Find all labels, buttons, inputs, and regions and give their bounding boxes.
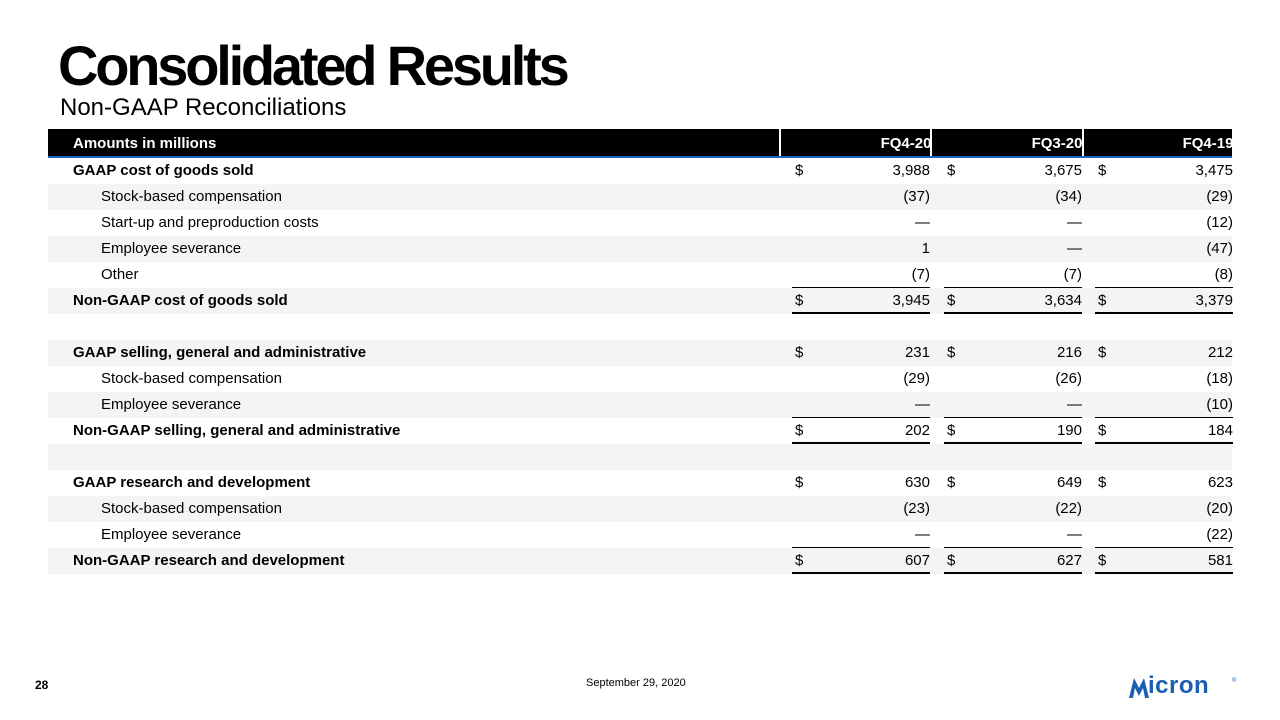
row-value: 627 xyxy=(1056,552,1082,569)
header-label: Amounts in millions xyxy=(73,135,217,152)
row-value: (22) xyxy=(1055,500,1082,517)
row-cell xyxy=(1095,444,1233,470)
table-header xyxy=(48,129,1232,158)
row-value: 202 xyxy=(904,422,930,439)
row-cell xyxy=(792,184,930,210)
row-value: (22) xyxy=(1206,526,1233,543)
row-label: GAAP selling, general and administrative xyxy=(73,344,367,361)
row-cell xyxy=(792,210,930,236)
row-value: (47) xyxy=(1206,240,1233,257)
page-number: 28 xyxy=(35,678,49,692)
table-row xyxy=(48,158,1232,184)
header-col-fq4-19: FQ4-19 xyxy=(1182,135,1234,152)
row-cell xyxy=(944,470,1082,496)
registered-mark: ® xyxy=(1232,678,1237,684)
row-value: 184 xyxy=(1207,422,1233,439)
row-cell xyxy=(944,548,1082,574)
table-row xyxy=(48,262,1232,288)
row-cell xyxy=(944,418,1082,444)
row-cell xyxy=(1095,340,1233,366)
table-body xyxy=(48,158,1232,574)
row-label: Other xyxy=(101,266,139,283)
table-spacer-row xyxy=(48,314,1232,340)
row-value: (8) xyxy=(1214,266,1233,283)
row-value: (29) xyxy=(1206,188,1233,205)
row-value: (29) xyxy=(903,370,930,387)
row-cell xyxy=(1095,548,1233,574)
row-value: — xyxy=(1067,214,1082,231)
reconciliation-table xyxy=(48,129,1232,574)
page-subtitle: Non-GAAP Reconciliations xyxy=(60,94,347,121)
row-cell xyxy=(944,262,1082,288)
row-value: (7) xyxy=(911,266,930,283)
row-label: Stock-based compensation xyxy=(101,500,282,517)
row-label: Employee severance xyxy=(101,396,242,413)
row-value: — xyxy=(1067,240,1082,257)
header-divider xyxy=(779,129,781,156)
table-row xyxy=(48,496,1232,522)
row-cell xyxy=(944,236,1082,262)
row-cell xyxy=(944,158,1082,184)
table-row xyxy=(48,418,1232,444)
dollar-sign: $ xyxy=(1098,474,1107,491)
row-value: 212 xyxy=(1207,344,1233,361)
row-value: — xyxy=(915,396,930,413)
table-row xyxy=(48,210,1232,236)
dollar-sign: $ xyxy=(795,292,804,309)
table-row xyxy=(48,392,1232,418)
row-label: Non-GAAP selling, general and administrative xyxy=(73,422,401,439)
row-cell xyxy=(1095,236,1233,262)
dollar-sign: $ xyxy=(947,474,956,491)
row-cell xyxy=(1095,288,1233,314)
row-value: 3,634 xyxy=(1044,292,1082,309)
row-cell xyxy=(792,340,930,366)
row-cell xyxy=(944,522,1082,548)
row-cell xyxy=(1095,470,1233,496)
table-row xyxy=(48,340,1232,366)
dollar-sign: $ xyxy=(1098,292,1107,309)
row-value: 216 xyxy=(1056,344,1082,361)
row-cell xyxy=(792,236,930,262)
row-cell xyxy=(944,496,1082,522)
table-spacer-row xyxy=(48,444,1232,470)
dollar-sign: $ xyxy=(1098,552,1107,569)
logo-text: icron xyxy=(1148,672,1210,699)
row-cell xyxy=(944,366,1082,392)
row-label: GAAP cost of goods sold xyxy=(73,162,254,179)
row-cell xyxy=(944,392,1082,418)
row-cell xyxy=(792,470,930,496)
header-col-fq3-20: FQ3-20 xyxy=(1031,135,1083,152)
header-col-fq4-20: FQ4-20 xyxy=(880,135,932,152)
row-cell xyxy=(792,366,930,392)
row-value: — xyxy=(915,214,930,231)
row-value: (12) xyxy=(1206,214,1233,231)
row-cell xyxy=(792,314,930,340)
page-title: Consolidated Results xyxy=(58,34,567,97)
row-cell xyxy=(1095,184,1233,210)
dollar-sign: $ xyxy=(1098,162,1107,179)
row-value: 607 xyxy=(904,552,930,569)
row-value: 649 xyxy=(1056,474,1082,491)
footer-date: September 29, 2020 xyxy=(586,677,686,689)
row-cell xyxy=(1095,314,1233,340)
row-value: 3,675 xyxy=(1044,162,1082,179)
dollar-sign: $ xyxy=(947,292,956,309)
table-row xyxy=(48,470,1232,496)
row-value: (26) xyxy=(1055,370,1082,387)
row-cell xyxy=(792,444,930,470)
row-cell xyxy=(1095,366,1233,392)
row-cell xyxy=(1095,496,1233,522)
row-value: 231 xyxy=(904,344,930,361)
row-value: — xyxy=(1067,526,1082,543)
row-value: (10) xyxy=(1206,396,1233,413)
dollar-sign: $ xyxy=(1098,344,1107,361)
table-row xyxy=(48,184,1232,210)
row-label: Stock-based compensation xyxy=(101,370,282,387)
dollar-sign: $ xyxy=(947,162,956,179)
row-value: (20) xyxy=(1206,500,1233,517)
row-value: 623 xyxy=(1207,474,1233,491)
dollar-sign: $ xyxy=(947,422,956,439)
row-cell xyxy=(1095,262,1233,288)
row-cell xyxy=(1095,392,1233,418)
row-value: 190 xyxy=(1056,422,1082,439)
row-cell xyxy=(792,418,930,444)
dollar-sign: $ xyxy=(795,552,804,569)
micron-m-icon xyxy=(1128,674,1150,700)
row-label: Non-GAAP cost of goods sold xyxy=(73,292,288,309)
row-value: (37) xyxy=(903,188,930,205)
row-value: 3,988 xyxy=(892,162,930,179)
dollar-sign: $ xyxy=(795,344,804,361)
row-cell xyxy=(792,262,930,288)
row-value: — xyxy=(1067,396,1082,413)
row-cell xyxy=(1095,522,1233,548)
row-cell xyxy=(944,340,1082,366)
row-label: Employee severance xyxy=(101,526,242,543)
row-cell xyxy=(792,496,930,522)
row-value: 3,379 xyxy=(1195,292,1233,309)
row-cell xyxy=(792,392,930,418)
row-cell xyxy=(1095,418,1233,444)
dollar-sign: $ xyxy=(795,162,804,179)
row-value: 1 xyxy=(921,240,930,257)
row-cell xyxy=(792,158,930,184)
table-row xyxy=(48,366,1232,392)
row-cell xyxy=(792,548,930,574)
row-cell xyxy=(944,210,1082,236)
micron-logo xyxy=(1128,672,1240,702)
row-cell xyxy=(944,184,1082,210)
row-value: 581 xyxy=(1207,552,1233,569)
table-row xyxy=(48,288,1232,314)
row-label: Non-GAAP research and development xyxy=(73,552,345,569)
row-value: — xyxy=(915,526,930,543)
row-value: (23) xyxy=(903,500,930,517)
row-label: Start-up and preproduction costs xyxy=(101,214,319,231)
dollar-sign: $ xyxy=(795,422,804,439)
dollar-sign: $ xyxy=(795,474,804,491)
row-cell xyxy=(1095,158,1233,184)
row-value: 3,475 xyxy=(1195,162,1233,179)
table-row xyxy=(48,236,1232,262)
table-row xyxy=(48,548,1232,574)
row-cell xyxy=(792,522,930,548)
row-value: (34) xyxy=(1055,188,1082,205)
row-value: 3,945 xyxy=(892,292,930,309)
table-row xyxy=(48,522,1232,548)
row-value: (7) xyxy=(1063,266,1082,283)
row-value: 630 xyxy=(904,474,930,491)
row-label: Stock-based compensation xyxy=(101,188,282,205)
row-cell xyxy=(944,444,1082,470)
row-label: Employee severance xyxy=(101,240,242,257)
dollar-sign: $ xyxy=(947,552,956,569)
dollar-sign: $ xyxy=(1098,422,1107,439)
row-cell xyxy=(1095,210,1233,236)
row-cell xyxy=(792,288,930,314)
dollar-sign: $ xyxy=(947,344,956,361)
row-value: (18) xyxy=(1206,370,1233,387)
row-label: GAAP research and development xyxy=(73,474,311,491)
row-cell xyxy=(944,314,1082,340)
row-cell xyxy=(944,288,1082,314)
